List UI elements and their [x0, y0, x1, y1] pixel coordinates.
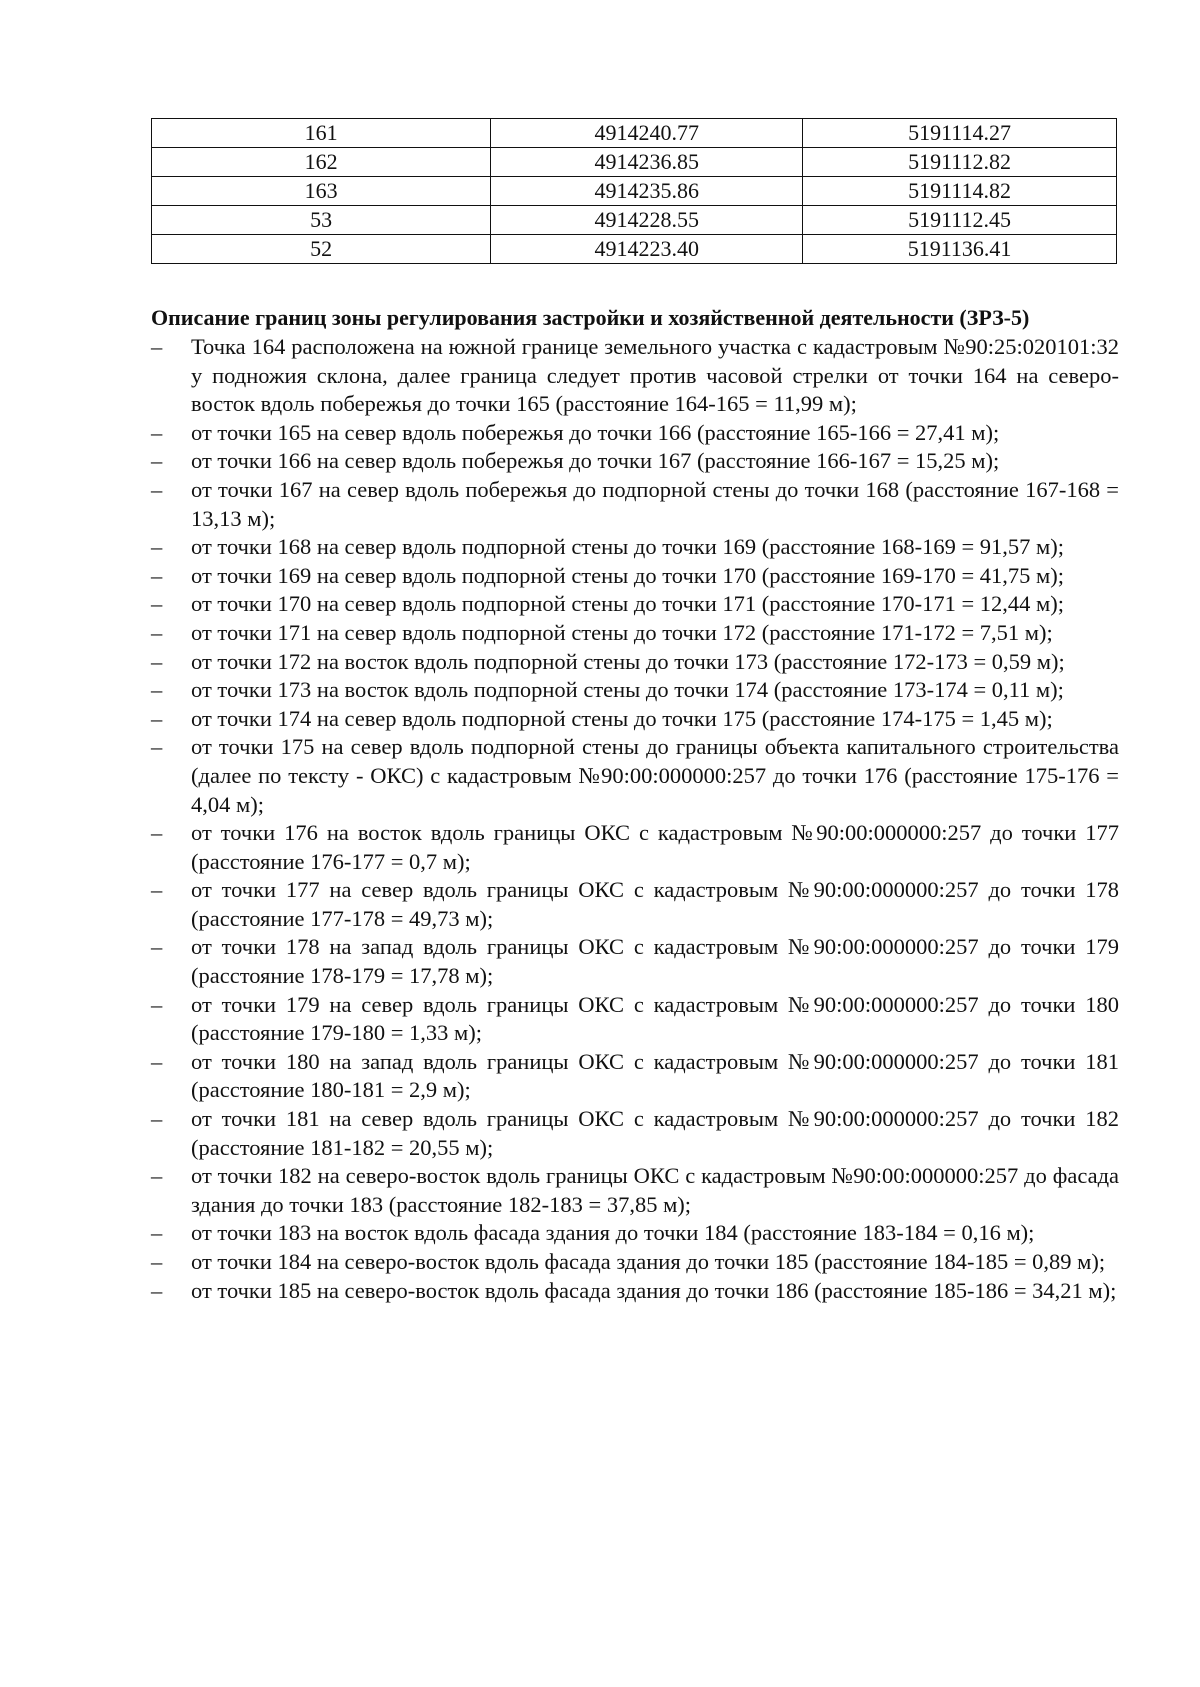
list-item-text: от точки 178 на запад вдоль границы ОКС с кадастровым №90:00:000000:257 до точки 179 (расстояние 178-179 = 17,78 м);: [191, 934, 1119, 989]
list-item-text: от точки 171 на север вдоль подпорной стены до точки 172 (расстояние 171-172 = 7,51 м);: [191, 619, 1053, 645]
list-item-text: от точки 185 на северо-восток вдоль фасада здания до точки 186 (расстояние 185-186 = 34,21 м);: [191, 1277, 1117, 1303]
list-item-text: от точки 184 на северо-восток вдоль фасада здания до точки 185 (расстояние 184-185 = 0,89 м);: [191, 1249, 1106, 1274]
y-coordinate-cell: 5191114.27: [803, 119, 1117, 148]
list-item-text: от точки 182 на северо-восток вдоль границы ОКС с кадастровым №90:00:000000:257 до фасада здания до точки 183 (расстояние 182-183 = 37,85 м);: [191, 1163, 1119, 1217]
list-item-text: от точки 165 на север вдоль побережья до точки 166 (расстояние 165-166 = 27,41 м);: [191, 419, 1000, 445]
dash-marker: –: [151, 562, 163, 588]
list-item-text: от точки 168 на север вдоль подпорной стены до точки 169 (расстояние 168-169 = 91,57 м);: [191, 534, 1064, 560]
table-row: [152, 119, 1117, 148]
list-item: [151, 991, 1119, 1048]
section-title: Описание границ зоны регулирования застройки и хозяйственной деятельности (ЗРЗ-5): [151, 305, 1030, 330]
list-item: [151, 676, 1119, 705]
dash-marker: –: [151, 877, 163, 903]
point-number-cell: 53: [152, 206, 491, 235]
y-coordinate-cell: 5191112.45: [803, 206, 1117, 235]
dash-marker: –: [151, 334, 163, 359]
list-item-text: от точки 173 на восток вдоль подпорной стены до точки 174 (расстояние 173-174 = 0,11 м);: [191, 677, 1064, 703]
list-item: [151, 933, 1119, 990]
x-coordinate-cell: 4914236.85: [491, 148, 803, 177]
point-number-cell: 52: [152, 235, 491, 264]
list-item: [151, 419, 1119, 448]
boundary-description-section: [151, 303, 1119, 1305]
y-coordinate-cell: 5191136.41: [803, 235, 1117, 264]
x-coordinate-cell: 4914228.55: [491, 206, 803, 235]
dash-marker: –: [151, 677, 163, 703]
list-item: [151, 876, 1119, 933]
x-coordinate-cell: 4914235.86: [491, 177, 803, 206]
dash-marker: –: [151, 1106, 163, 1132]
list-item: [151, 1162, 1119, 1219]
point-number-cell: 161: [152, 119, 491, 148]
list-item: [151, 648, 1119, 677]
list-item: [151, 1219, 1119, 1248]
dash-marker: –: [151, 648, 163, 674]
boundary-list: [151, 333, 1119, 1305]
dash-marker: –: [151, 1163, 163, 1189]
dash-marker: –: [151, 448, 163, 474]
dash-marker: –: [151, 1249, 163, 1274]
list-item: [151, 476, 1119, 533]
dash-marker: –: [151, 534, 163, 560]
dash-marker: –: [151, 934, 163, 960]
list-item: [151, 1277, 1119, 1306]
dash-marker: –: [151, 1048, 163, 1074]
coordinates-table-body: [152, 119, 1117, 264]
dash-marker: –: [151, 820, 163, 846]
list-item: [151, 1105, 1119, 1162]
list-item-text: от точки 169 на север вдоль подпорной стены до точки 170 (расстояние 169-170 = 41,75 м);: [191, 562, 1064, 588]
dash-marker: –: [151, 734, 163, 760]
point-number-cell: 163: [152, 177, 491, 206]
list-item-text: от точки 180 на запад вдоль границы ОКС с кадастровым №90:00:000000:257 до точки 181 (расстояние 180-181 = 2,9 м);: [191, 1048, 1119, 1103]
dash-marker: –: [151, 1277, 163, 1303]
list-item-text: от точки 179 на север вдоль границы ОКС с кадастровым №90:00:000000:257 до точки 180 (расстояние 179-180 = 1,33 м);: [191, 991, 1119, 1046]
x-coordinate-cell: 4914223.40: [491, 235, 803, 264]
list-item: [151, 819, 1119, 876]
list-item-text: от точки 172 на восток вдоль подпорной стены до точки 173 (расстояние 172-173 = 0,59 м);: [191, 648, 1065, 674]
dash-marker: –: [151, 476, 163, 502]
list-item: [151, 1248, 1119, 1277]
y-coordinate-cell: 5191114.82: [803, 177, 1117, 206]
list-item-text: от точки 167 на север вдоль побережья до подпорной стены до точки 168 (расстояние 167-168 = 13,13 м);: [191, 476, 1119, 531]
list-item-text: от точки 181 на север вдоль границы ОКС с кадастровым №90:00:000000:257 до точки 182 (расстояние 181-182 = 20,55 м);: [191, 1106, 1119, 1160]
list-item: [151, 590, 1119, 619]
coordinates-table: [151, 118, 1117, 264]
list-item-text: от точки 183 на восток вдоль фасада здания до точки 184 (расстояние 183-184 = 0,16 м);: [191, 1220, 1035, 1246]
table-row: [152, 235, 1117, 264]
list-item: [151, 619, 1119, 648]
list-item: [151, 1048, 1119, 1105]
y-coordinate-cell: 5191112.82: [803, 148, 1117, 177]
dash-marker: –: [151, 991, 163, 1017]
dash-marker: –: [151, 591, 163, 617]
x-coordinate-cell: 4914240.77: [491, 119, 803, 148]
list-item-text: от точки 174 на север вдоль подпорной стены до точки 175 (расстояние 174-175 = 1,45 м);: [191, 705, 1053, 731]
table-row: [152, 177, 1117, 206]
list-item-text: от точки 166 на север вдоль побережья до точки 167 (расстояние 166-167 = 15,25 м);: [191, 448, 1000, 474]
list-item: [151, 333, 1119, 419]
dash-marker: –: [151, 705, 163, 731]
list-item: [151, 447, 1119, 476]
list-item-text: Точка 164 расположена на южной границе земельного участка с кадастровым №90:25:020101:32 у подножия склона, далее граница следует против часовой стрелки от точки 164 на северо-восток вдоль побережья до точки 165 (расстояние 164-165 = 11,99 м);: [191, 334, 1119, 417]
dash-marker: –: [151, 619, 163, 645]
list-item: [151, 562, 1119, 591]
list-item: [151, 705, 1119, 734]
list-item-text: от точки 170 на север вдоль подпорной стены до точки 171 (расстояние 170-171 = 12,44 м);: [191, 591, 1064, 617]
table-row: [152, 148, 1117, 177]
list-item-text: от точки 175 на север вдоль подпорной стены до границы объекта капитального строительства (далее по тексту - ОКС) с кадастровым №90:00:000000:257 до точки 176 (расстояние 175-176 = 4,04 м);: [191, 734, 1119, 817]
list-item: [151, 733, 1119, 819]
dash-marker: –: [151, 419, 163, 445]
list-item: [151, 533, 1119, 562]
table-row: [152, 206, 1117, 235]
list-item-text: от точки 177 на север вдоль границы ОКС с кадастровым №90:00:000000:257 до точки 178 (расстояние 177-178 = 49,73 м);: [191, 877, 1119, 931]
point-number-cell: 162: [152, 148, 491, 177]
list-item-text: от точки 176 на восток вдоль границы ОКС с кадастровым №90:00:000000:257 до точки 177 (расстояние 176-177 = 0,7 м);: [191, 820, 1119, 874]
dash-marker: –: [151, 1220, 163, 1246]
